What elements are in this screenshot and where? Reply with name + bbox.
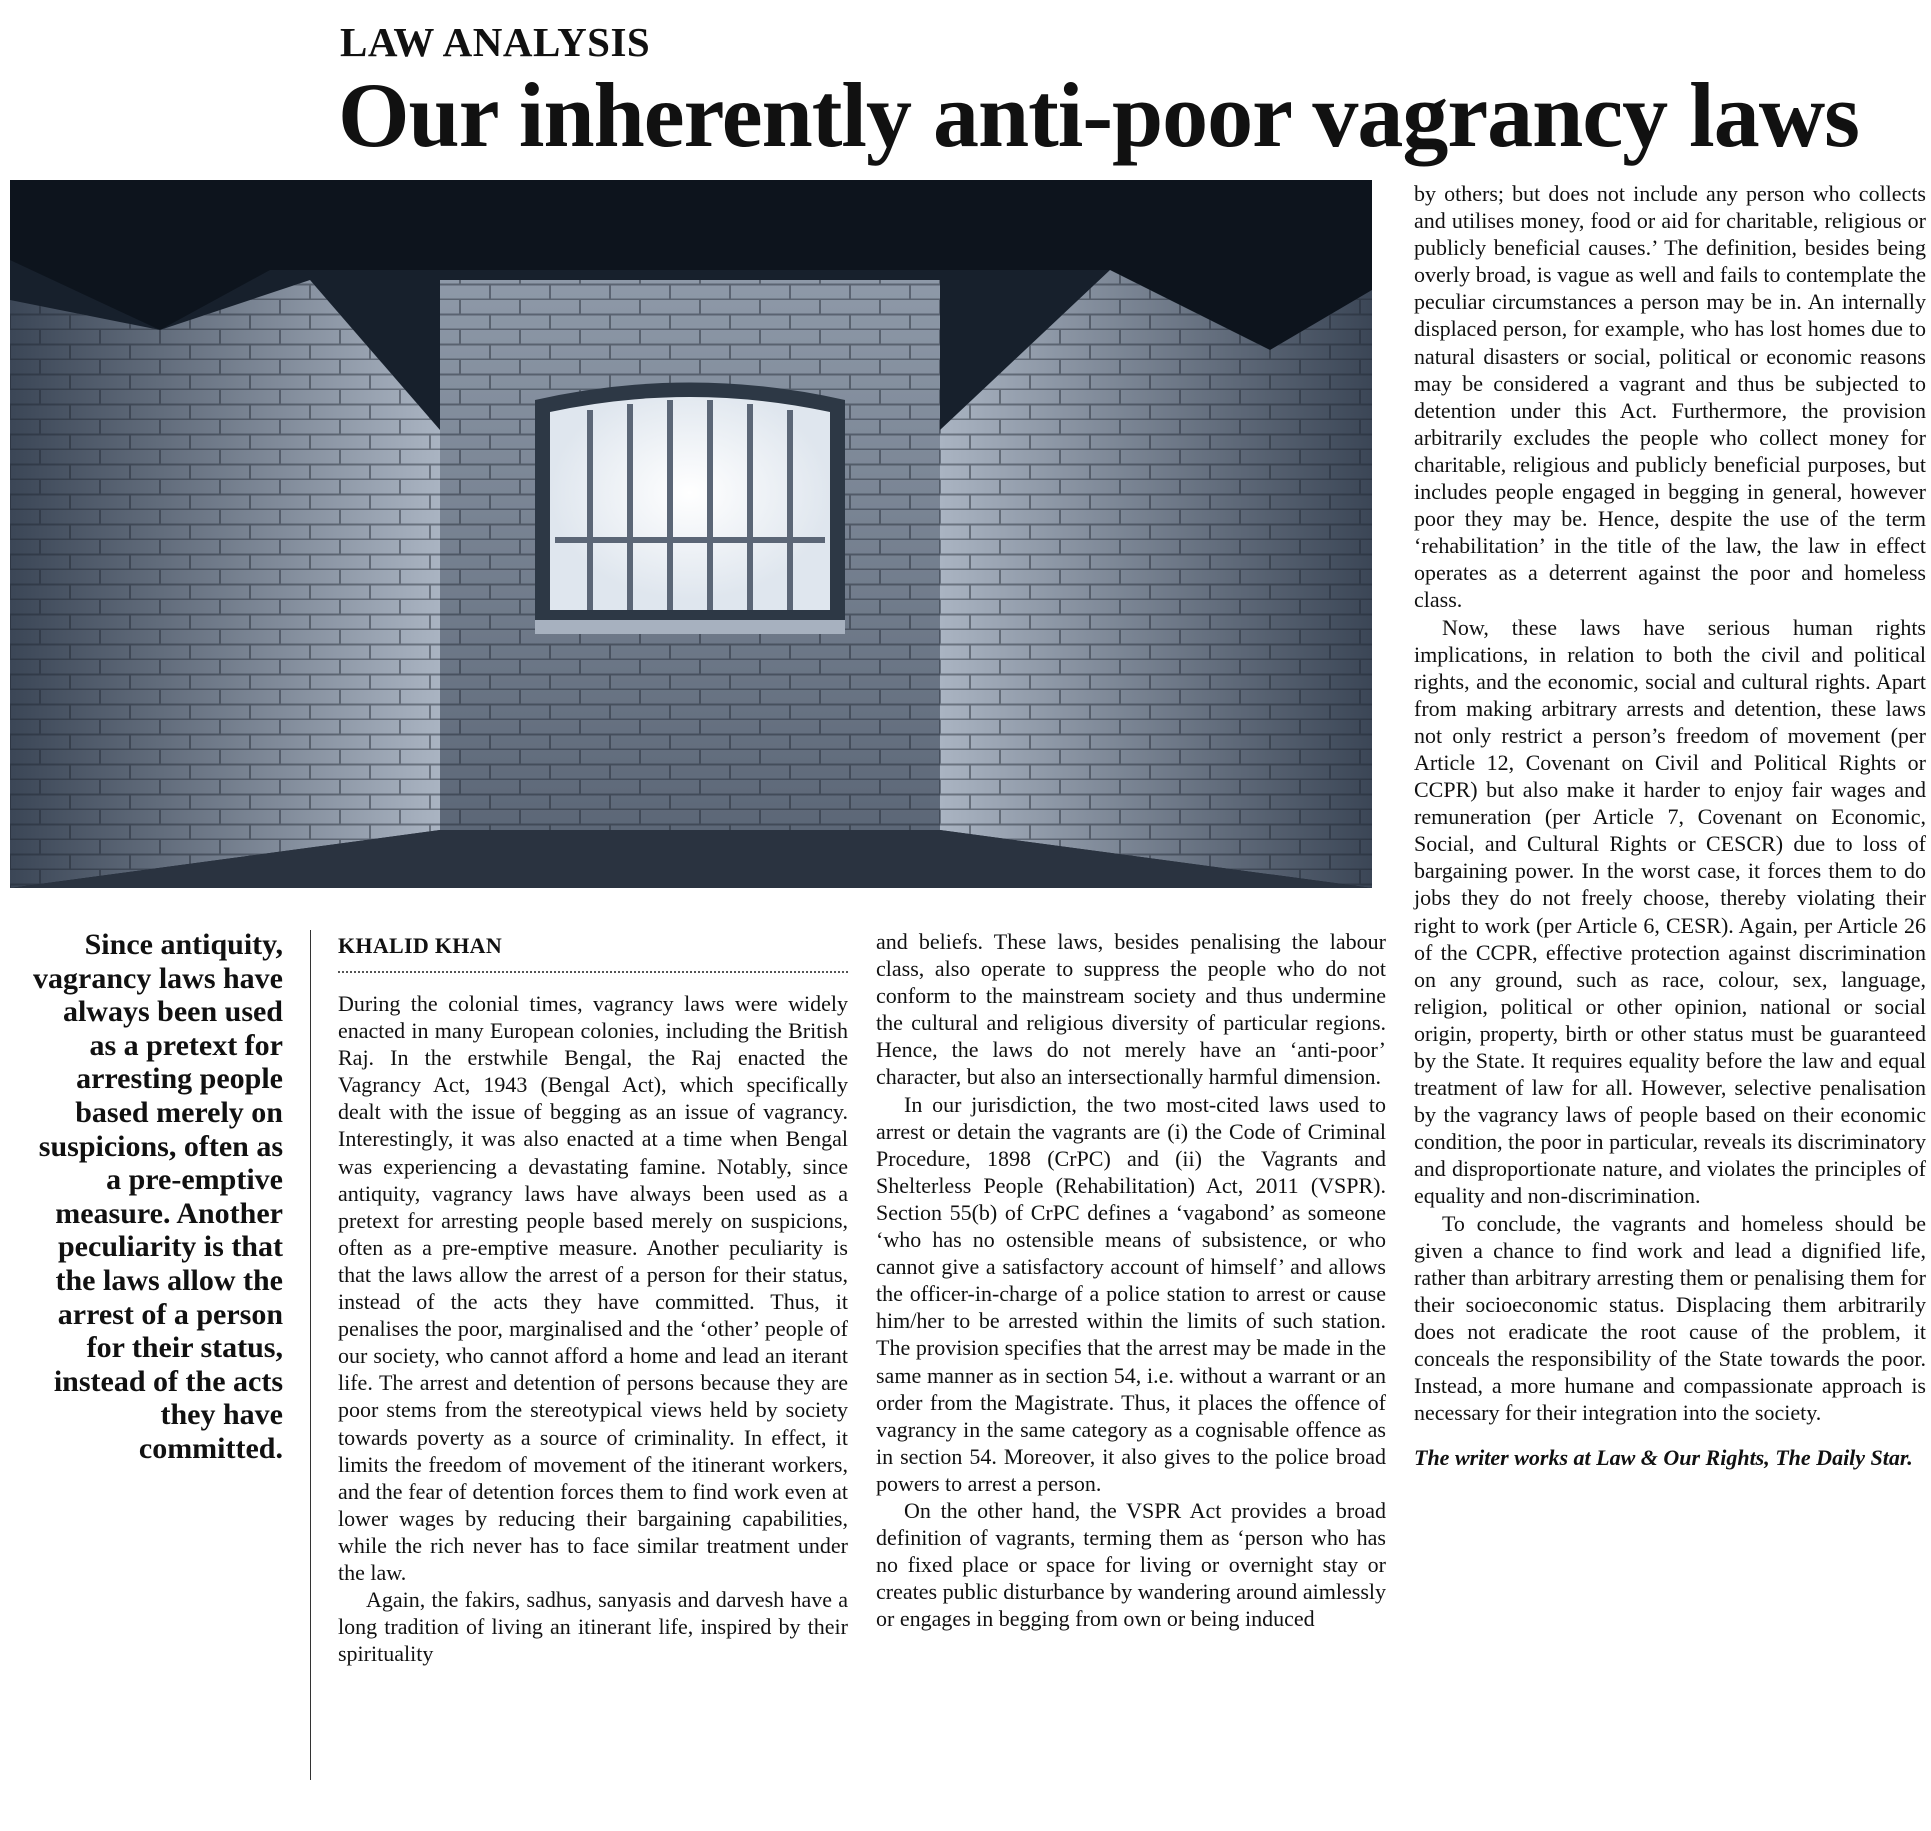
body-column-1 (338, 990, 848, 1667)
paragraph: and beliefs. These laws, besides penalising the labour class, also operate to suppress the people who do not conform to the mainstream society and thus undermine the cultural and religious diversity of particular regions. Hence, the laws do not merely have an ‘anti-poor’ character, but also an intersectionally harmful dimension. (876, 929, 1386, 1090)
article-photo (10, 180, 1372, 888)
headline: Our inherently anti-poor vagrancy laws (338, 64, 1859, 166)
paragraph: During the colonial times, vagrancy laws were widely enacted in many European colonies, including the British Raj. In the erstwhile Bengal, the Raj enacted the Vagrancy Act, 1943 (Bengal Act), which specifically dealt with the issue of begging as an issue of vagrancy. Interestingly, it was also enacted at a time when Bengal was experiencing a devastating famine. Notably, since antiquity, vagrancy laws have always been used as a pretext for arresting people based merely on suspicions, often as a pre-emptive measure. Another peculiarity is that the laws allow the arrest of a person for their status, instead of the acts they have committed. Thus, it penalises the poor, marginalised and the ‘other’ people of our society, who cannot afford a home and lead an iterant life. The arrest and detention of persons because they are poor stems from the stereotypical views held by society towards poverty as a source of criminality. In effect, it limits the freedom of movement of the itinerant workers, and the fear of detention forces them to find work even at lower wages by reducing their bargaining capabilities, while the rich never has to face similar treatment under the law. (338, 991, 848, 1585)
paragraph: In our jurisdiction, the two most-cited laws used to arrest or detain the vagrants are (i) the Code of Criminal Procedure, 1898 (CrPC) and (ii) the Vagrants and Shelterless People (Rehabilitation) Act, 2011 (VSPR). Section 55(b) of CrPC defines a ‘vagabond’ as someone ‘who has no ostensible means of subsistence, or who cannot give a satisfactory account of himself’ and allows the officer-in-charge of a police station to arrest or cause him/her to be arrested within the limits of such station. The provision specifies that the arrest may be made in the same manner as in section 54, i.e. without a warrant or an order from the Magistrate. Thus, it places the offence of vagrancy in the same category as a cognisable offence as in section 54. Moreover, it also gives to the police broad powers to arrest a person. (876, 1091, 1386, 1496)
paragraph: by others; but does not include any person who collects and utilises money, food or aid for charitable, religious or publicly beneficial causes.’ The definition, besides being overly broad, is vague as well and fails to contemplate the peculiar circumstances a person may be in. An internally displaced person, for example, who has lost homes due to natural disasters or social, political or economic reasons may be considered a vagrant and thus be subjected to detention under this Act. Furthermore, the provision arbitrarily excludes the people who collect money for charitable, religious and publicly beneficial purposes, but includes people engaged in begging in general, however poor they may be. Hence, despite the use of the term ‘rehabilitation’ in the title of the law, the law in effect operates as a deterrent against the poor and homeless class. (1414, 181, 1926, 613)
pull-quote: Since antiquity, vagrancy laws have always been used as a pretext for arresting people based merely on suspicions, often as a pre-emptive measure. Another peculiarity is that the laws allow the arrest of a person for their status, instead of the acts they have committed. (33, 928, 283, 1465)
body-column-3 (1414, 180, 1926, 1471)
prison-cell-window-icon (10, 180, 1372, 888)
body-column-2 (876, 928, 1386, 1632)
author-note: The writer works at Law & Our Rights, The Daily Star. (1414, 1445, 1913, 1471)
section-label: LAW ANALYSIS (340, 19, 651, 65)
paragraph: Now, these laws have serious human rights implications, in relation to both the civil and political rights, and the economic, social and cultural rights. Apart from making arbitrary arrests and detention, these laws not only restrict a person’s freedom of movement (per Article 12, Covenant on Civil and Political Rights or CCPR) but also make it harder to enjoy fair wages and remuneration (per Article 7, Covenant on Economic, Social, and Cultural Rights or CESCR) due to loss of bargaining power. In the worst case, it forces them to do jobs they do not freely choose, thereby violating their right to work (per Article 6, CESR). Again, per Article 26 of the CCPR, effective protection against discrimination on any ground, such as race, colour, sex, language, religion, political or other opinion, national or social origin, property, birth or other status must be guaranteed by the State. It requires equality before the law and equal treatment of law for all. However, selective penalisation by the vagrancy laws of people based on their economic condition, the poor in particular, reveals its discriminatory and disproportionate nature, and violates the principles of equality and non-discrimination. (1414, 614, 1926, 1209)
paragraph: Again, the fakirs, sadhus, sanyasis and darvesh have a long tradition of living an itinerant life, inspired by their spirituality (338, 1587, 848, 1667)
paragraph: To conclude, the vagrants and homeless should be given a chance to find work and lead a dignified life, rather than arbitrary arresting them or penalising them for their socioeconomic status. Displacing them arbitrarily does not eradicate the root cause of the problem, it conceals the responsibility of the State towards the poor. Instead, a more humane and compassionate approach is necessary for their integration into the society. (1414, 1210, 1926, 1426)
paragraph: On the other hand, the VSPR Act provides a broad definition of vagrants, terming them as ‘person who has no fixed place or space for living or overnight stay or creates public disturbance by wandering around aimlessly or engages in begging from own or being induced (876, 1497, 1386, 1632)
byline: KHALID KHAN (338, 933, 848, 973)
column-divider (310, 930, 311, 1780)
